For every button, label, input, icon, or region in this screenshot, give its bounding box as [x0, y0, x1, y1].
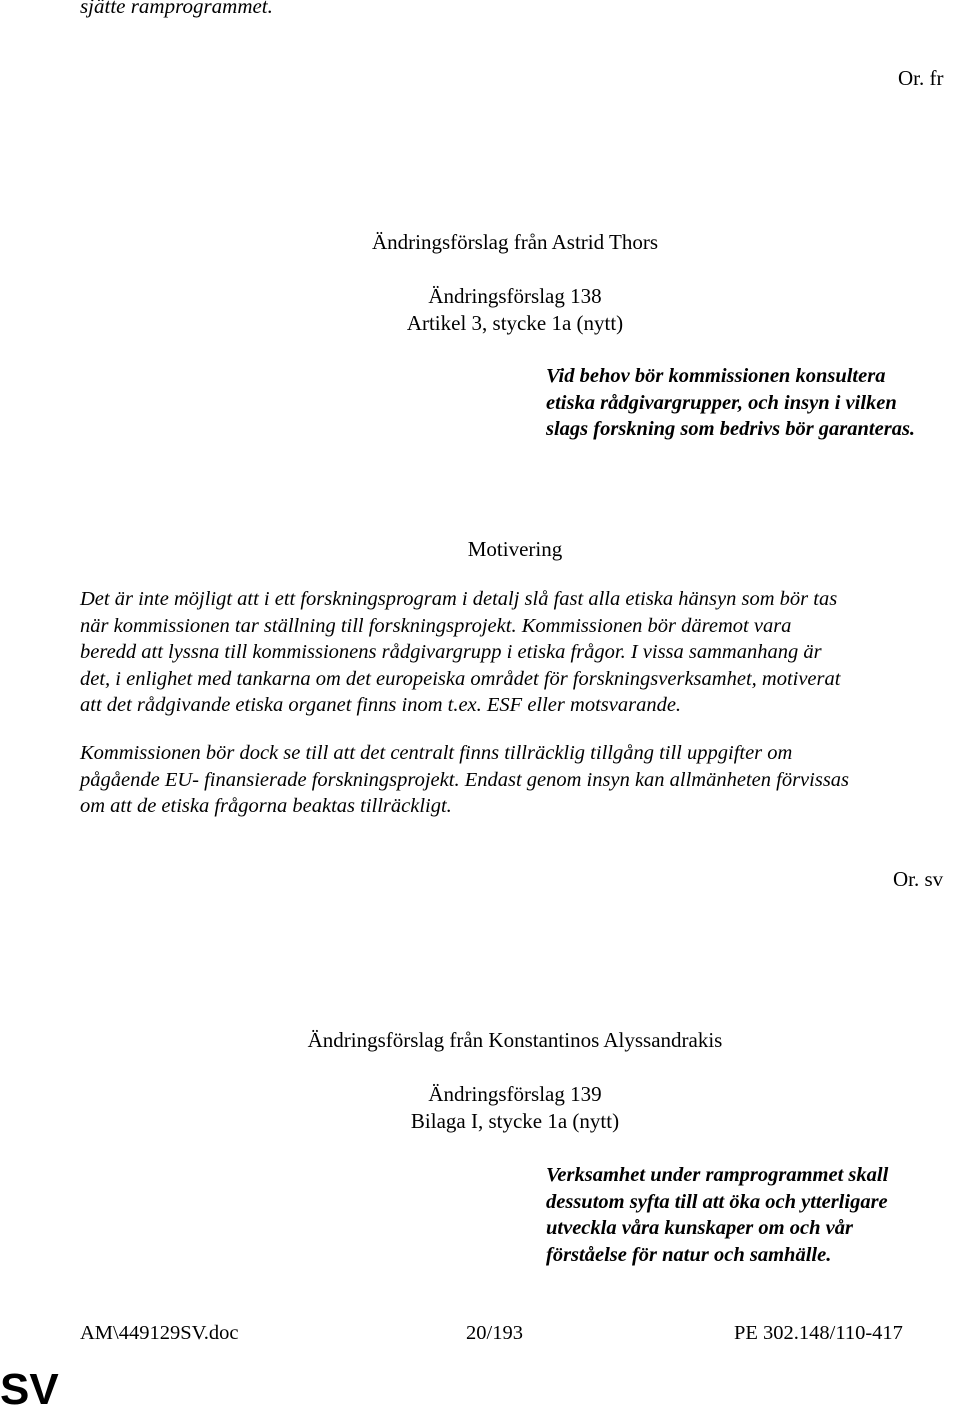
amendment-138-text-line: Vid behov bör kommissionen konsultera	[546, 365, 886, 387]
amendment-138-text	[546, 363, 915, 443]
amendment-139-number: Ändringsförslag 139	[428, 1082, 602, 1106]
justification-line: Det är inte möjligt att i ett forskningsprogram i detalj slå fast alla etiska hänsyn som bör tas	[80, 588, 838, 610]
amendment-138-author: Ändringsförslag från Astrid Thors	[372, 230, 658, 254]
amendment-139-reference: Bilaga I, stycke 1a (nytt)	[410, 1109, 620, 1133]
amendment-139-text	[546, 1162, 888, 1268]
amendment-139-author: Ändringsförslag från Konstantinos Alyssandrakis	[307, 1028, 723, 1052]
justification-line: att det rådgivande etiska organet finns inom t.ex. ESF eller motsvarande.	[80, 694, 682, 716]
amendment-138-number: Ändringsförslag 138	[428, 284, 602, 308]
original-language-fr: Or. fr	[898, 66, 944, 90]
justification-line: det, i enlighet med tankarna om det europeiska området för forskningsverksamhet, motiverat	[80, 667, 841, 690]
amendment-138-text-line: slags forskning som bedrivs bör garanteras.	[546, 418, 916, 440]
original-language-sv: Or. sv	[893, 867, 944, 891]
footer-document-reference: AM\449129SV.doc	[80, 1322, 239, 1344]
amendment-139-text-line: dessutom syfta till att öka och ytterligare	[546, 1190, 888, 1213]
justification-line: om att de etiska frågorna beaktas tillräckligt.	[80, 795, 452, 817]
justification-title: Motivering	[467, 537, 563, 561]
justification-line: beredd att lyssna till kommissionens rådgivargrupp i etiska frågor. I vissa sammanhang är	[80, 641, 822, 663]
justification-paragraph-2	[80, 740, 940, 820]
justification-line: när kommissionen tar ställning till forskningsprojekt. Kommissionen bör däremot vara	[80, 614, 792, 637]
language-badge: SV	[0, 1365, 59, 1414]
footer-pe-number: PE 302.148/110-417	[734, 1322, 903, 1344]
justification-line: pågående EU- finansierade forskningsprojekt. Endast genom insyn kan allmänheten förvissas	[80, 768, 850, 791]
amendment-139-text-line: Verksamhet under ramprogrammet skall	[546, 1164, 889, 1186]
preceding-text: sjätte ramprogrammet.	[80, 0, 273, 18]
footer-page-number: 20/193	[466, 1322, 523, 1344]
justification-paragraph-1	[80, 586, 940, 719]
justification-line: Kommissionen bör dock se till att det centralt finns tillräcklig tillgång till uppgifter om	[80, 742, 793, 764]
amendment-139-text-line: utveckla våra kunskaper om och vår	[546, 1217, 853, 1239]
amendment-138-text-line: etiska rådgivargrupper, och insyn i vilken	[546, 391, 897, 414]
amendment-138-reference: Artikel 3, stycke 1a (nytt)	[406, 311, 624, 335]
amendment-139-text-line: förståelse för natur och samhälle.	[546, 1243, 832, 1266]
